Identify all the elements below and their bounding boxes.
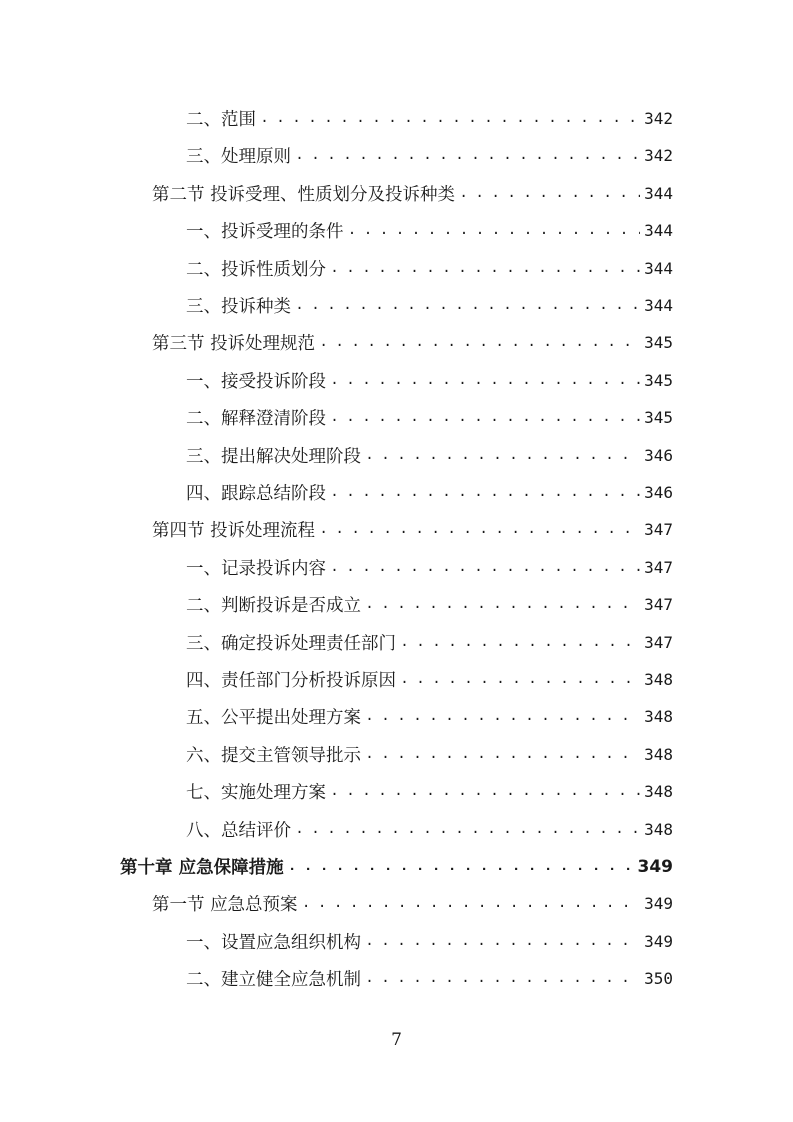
toc-entry-page: 347 [644,632,673,652]
toc-entry-title: 一、投诉受理的条件 [186,222,344,243]
toc-entry[interactable] [186,100,673,137]
toc-entry[interactable] [186,923,673,960]
toc-entry[interactable] [186,362,673,399]
toc-entry-page: 349 [644,931,673,951]
toc-leader-dots [302,895,641,912]
toc-entry-page: 345 [644,333,673,353]
toc-leader-dots [330,559,640,576]
toc-entry-chapter[interactable] [120,848,673,885]
toc-leader-dots [319,521,640,538]
toc-leader-dots [330,372,640,389]
toc-leader-dots [365,708,640,725]
toc-leader-dots [330,260,640,277]
toc-entry-title: 第四节 投诉处理流程 [152,521,316,542]
toc-leader-dots [330,783,640,800]
toc-entry-page: 350 [644,969,673,989]
toc-entry[interactable] [152,511,673,548]
toc-entry[interactable] [186,399,673,436]
toc-entry-page: 348 [644,670,673,689]
toc-entry[interactable] [186,549,673,586]
toc-entry-page: 346 [644,445,673,465]
page-number: 7 [391,1030,402,1050]
toc-entry-title: 第二节 投诉受理、性质划分及投诉种类 [152,184,456,205]
toc-entry[interactable] [186,250,673,287]
toc-entry-page: 347 [644,595,673,615]
toc-entry-page: 345 [644,370,673,390]
toc-entry-page: 349 [637,856,673,877]
toc-entry-title: 四、跟踪总结阶段 [186,484,326,504]
toc-entry-title: 第三节 投诉处理规范 [152,334,316,355]
toc-entry-page: 344 [644,296,673,315]
toc-entry-page: 346 [644,483,673,502]
toc-leader-dots [330,484,640,501]
toc-leader-dots [260,110,640,127]
toc-leader-dots [348,222,641,239]
toc-leader-dots [365,447,640,464]
toc-entry-title: 四、责任部门分析投诉原因 [186,671,396,691]
toc-entry[interactable] [186,437,673,474]
toc-leader-dots [365,746,640,763]
toc-entry-page: 348 [644,707,673,727]
toc-entry-page: 344 [644,183,673,203]
toc-entry-title: 第一节 应急总预案 [152,895,298,916]
toc-entry-page: 342 [644,109,673,128]
toc-entry-title: 二、解释澄清阶段 [186,409,326,430]
toc-entry-title: 三、处理原则 [186,147,291,168]
toc-entry-title: 一、记录投诉内容 [186,558,326,579]
toc-entry[interactable] [186,661,673,698]
toc-entry-title: 三、投诉种类 [186,297,291,317]
toc-entry[interactable] [186,586,673,623]
toc-leader-dots [319,334,640,351]
toc-entry-page: 347 [644,520,673,540]
toc-entry-title: 二、投诉性质划分 [186,259,326,280]
toc-leader-dots [288,858,634,875]
toc-entry-page: 348 [644,744,673,764]
toc-entry[interactable] [186,773,673,810]
toc-entry[interactable] [152,885,673,922]
toc-entry[interactable] [186,287,673,324]
toc-leader-dots [459,185,640,202]
toc-leader-dots [400,634,640,651]
toc-leader-dots [330,409,640,426]
toc-entry-page: 349 [644,894,673,914]
toc-entry-title: 七、实施处理方案 [186,783,326,804]
toc-leader-dots [295,821,640,838]
toc-entry[interactable] [152,175,673,212]
toc-entry-title: 八、总结评价 [186,820,291,841]
toc-entry[interactable] [186,960,673,997]
toc-entry-title: 一、设置应急组织机构 [186,932,361,953]
toc-entry[interactable] [186,212,673,249]
toc-entry-title: 二、范围 [186,110,256,130]
toc-leader-dots [295,147,640,164]
toc-entry-title: 三、提出解决处理阶段 [186,446,361,467]
toc-entry-title: 三、确定投诉处理责任部门 [186,633,396,654]
toc-leader-dots [365,970,640,987]
toc-entry-title: 一、接受投诉阶段 [186,371,326,392]
toc-entry-page: 348 [644,782,673,802]
toc-entry-page: 347 [644,557,673,577]
toc-entry-page: 344 [644,258,673,278]
toc-entry[interactable] [186,624,673,661]
toc-entry-page: 348 [644,819,673,839]
toc-entry-page: 345 [644,408,673,428]
toc-entry-title: 六、提交主管领导批示 [186,745,361,766]
toc-leader-dots [365,596,640,613]
toc-entry-page: 344 [644,221,673,241]
toc-leader-dots [400,671,640,688]
toc-entry[interactable] [186,736,673,773]
toc-entry-page: 342 [644,146,673,166]
toc-entry[interactable] [186,811,673,848]
toc-entry[interactable] [152,324,673,361]
toc-leader-dots [365,933,640,950]
toc-entry-title: 二、建立健全应急机制 [186,970,361,991]
toc-entry-title: 第十章 应急保障措施 [120,858,284,878]
toc-leader-dots [295,297,640,314]
toc-entry[interactable] [186,137,673,174]
toc-entry[interactable] [186,698,673,735]
toc-entry-title: 五、公平提出处理方案 [186,708,361,729]
toc-entry-title: 二、判断投诉是否成立 [186,596,361,617]
toc-entry[interactable] [186,474,673,511]
